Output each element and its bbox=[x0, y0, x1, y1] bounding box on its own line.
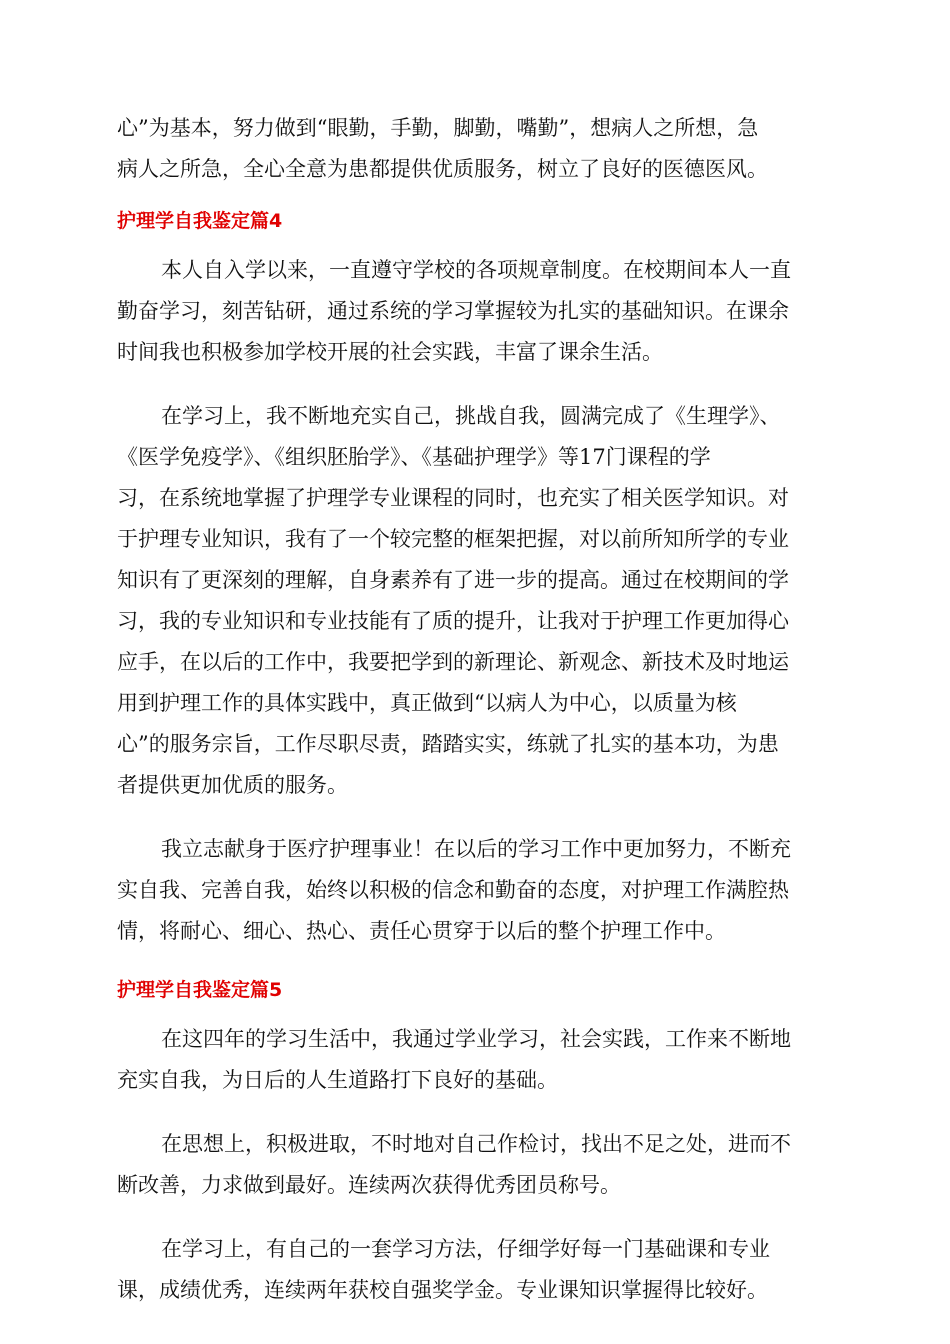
text-line: 我立志献身于医疗护理事业！在以后的学习工作中更加努力，不断充 bbox=[161, 837, 791, 861]
text-line: 断改善，力求做到最好。连续两次获得优秀团员称号。 bbox=[117, 1173, 621, 1197]
text-line: 在学习上，有自己的一套学习方法，仔细学好每一门基础课和专业 bbox=[161, 1237, 770, 1261]
section-heading-5: 护理学自我鉴定篇5 bbox=[117, 979, 283, 1001]
paragraph-continued bbox=[117, 108, 835, 190]
text-line: 病人之所急，全心全意为患都提供优质服务，树立了良好的医德医风。 bbox=[117, 157, 768, 181]
text-line: 者提供更加优质的服务。 bbox=[117, 773, 348, 797]
text-line: 在思想上，积极进取，不时地对自己作检讨，找出不足之处，进而不 bbox=[161, 1132, 791, 1156]
text-line: 本人自入学以来，一直遵守学校的各项规章制度。在校期间本人一直 bbox=[161, 258, 791, 282]
text-line: 知识有了更深刻的理解，自身素养有了进一步的提高。通过在校期间的学 bbox=[117, 568, 789, 592]
text-line: 于护理专业知识，我有了一个较完整的框架把握，对以前所知所学的专业 bbox=[117, 527, 789, 551]
text-line: 用到护理工作的具体实践中，真正做到“以病人为中心，以质量为核 bbox=[117, 691, 737, 715]
text-line: 课，成绩优秀，连续两年获校自强奖学金。专业课知识掌握得比较好。 bbox=[117, 1278, 768, 1302]
document-body bbox=[117, 108, 835, 1334]
paragraph bbox=[117, 250, 835, 373]
text-line: 心”的服务宗旨，工作尽职尽责，踏踏实实，练就了扎实的基本功，为患 bbox=[117, 732, 779, 756]
paragraph bbox=[117, 396, 835, 806]
text-line: 充实自我，为日后的人生道路打下良好的基础。 bbox=[117, 1068, 558, 1092]
text-line: 实自我、完善自我，始终以积极的信念和勤奋的态度，对护理工作满腔热 bbox=[117, 878, 789, 902]
text-line: 《医学免疫学》、《组织胚胎学》、《基础护理学》等17门课程的学 bbox=[117, 445, 711, 469]
paragraph bbox=[117, 1019, 835, 1101]
text-line: 时间我也积极参加学校开展的社会实践，丰富了课余生活。 bbox=[117, 340, 663, 364]
text-line: 勤奋学习，刻苦钻研，通过系统的学习掌握较为扎实的基础知识。在课余 bbox=[117, 299, 789, 323]
section-heading-4: 护理学自我鉴定篇4 bbox=[117, 210, 283, 232]
paragraph bbox=[117, 1229, 835, 1311]
text-line: 习，我的专业知识和专业技能有了质的提升，让我对于护理工作更加得心 bbox=[117, 609, 789, 633]
text-line: 情，将耐心、细心、热心、责任心贯穿于以后的整个护理工作中。 bbox=[117, 919, 726, 943]
text-line: 在这四年的学习生活中，我通过学业学习，社会实践，工作来不断地 bbox=[161, 1027, 791, 1051]
paragraph bbox=[117, 1124, 835, 1206]
text-line: 应手，在以后的工作中，我要把学到的新理论、新观念、新技术及时地运 bbox=[117, 650, 789, 674]
paragraph bbox=[117, 829, 835, 952]
text-line: 在学习上，我不断地充实自己，挑战自我，圆满完成了《生理学》、 bbox=[161, 404, 781, 428]
text-line: 心”为基本，努力做到“眼勤，手勤，脚勤，嘴勤”，想病人之所想，急 bbox=[117, 116, 759, 140]
text-line: 习，在系统地掌握了护理学专业课程的同时，也充实了相关医学知识。对 bbox=[117, 486, 789, 510]
